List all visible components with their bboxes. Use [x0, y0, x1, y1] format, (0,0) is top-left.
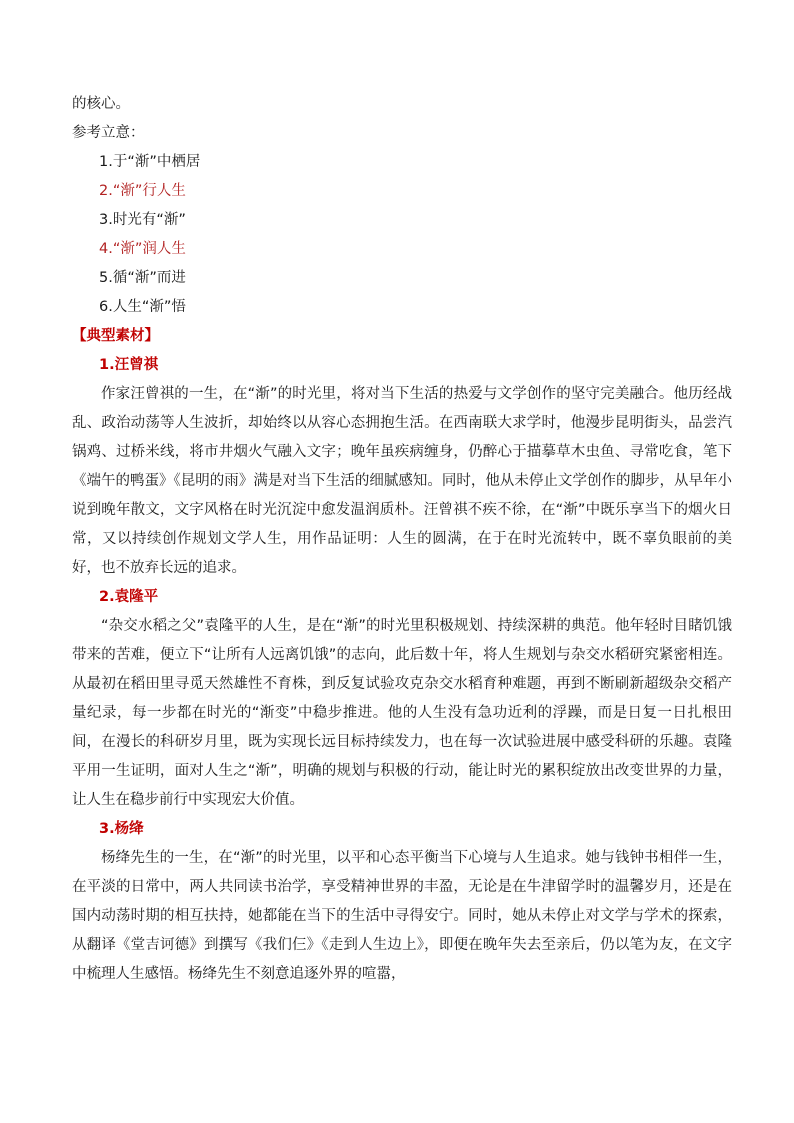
idea-item: 3.时光有“渐”: [99, 212, 186, 228]
idea-item: 2.“渐”行人生: [99, 183, 186, 199]
intro-tail: 的核心。: [72, 96, 130, 112]
material-heading: 3.杨绛: [99, 821, 144, 837]
idea-item: 4.“渐”润人生: [99, 241, 186, 257]
document-page: [72, 90, 732, 989]
material-body: “杂交水稻之父”袁隆平的人生，是在“渐”的时光里积极规划、持续深耕的典范。他年轻时目睹饥饿带来的苦难，便立下“让所有人远离饥饿”的志向，此后数十年，将人生规划与杂交水稻研究紧密相连。从最初在稻田里寻觅天然雄性不育株，到反复试验攻克杂交水稻育种难题，再到不断刷新超级杂交稻产量纪录，每一步都在时光的“渐变”中稳步推进。他的人生没有急功近利的浮躁，而是日复一日扎根田间，在漫长的科研岁月里，既为实现长远目标持续发力，也在每一次试验进展中感受科研的乐趣。袁隆平用一生证明，面对人生之“渐”，明确的规划与积极的行动，能让时光的累积绽放出改变世界的力量，让人生在稳步前行中实现宏大价值。: [72, 618, 732, 808]
ideas-list: [72, 148, 732, 322]
material-body: 作家汪曾祺的一生，在“渐”的时光里，将对当下生活的热爱与文学创作的坚守完美融合。他历经战乱、政治动荡等人生波折，却始终以从容心态拥抱生活。在西南联大求学时，他漫步昆明街头，品尝汽锅鸡、过桥米线，将市井烟火气融入文字；晚年虽疾病缠身，仍醉心于描摹草木虫鱼、寻常吃食，笔下《端午的鸭蛋》《昆明的雨》满是对当下生活的细腻感知。同时，他从未停止文学创作的脚步，从早年小说到晚年散文，文字风格在时光沉淀中愈发温润质朴。汪曾祺不疾不徐，在“渐”中既乐享当下的烟火日常，又以持续创作规划文学人生，用作品证明：人生的圆满，在于在时光流转中，既不辜负眼前的美好，也不放弃长远的追求。: [72, 386, 732, 576]
ideas-label: 参考立意：: [72, 125, 145, 141]
idea-item: 6.人生“渐”悟: [99, 299, 186, 315]
material-wang: [72, 351, 732, 583]
material-body: 杨绛先生的一生，在“渐”的时光里，以平和心态平衡当下心境与人生追求。她与钱钟书相伴一生，在平淡的日常中，两人共同读书治学，享受精神世界的丰盈，无论是在牛津留学时的温馨岁月，还是在国内动荡时期的相互扶持，她都能在当下的生活中寻得安宁。同时，她从未停止对文学与学术的探索，从翻译《堂吉诃德》到撰写《我们仨》《走到人生边上》，即便在晚年失去至亲后，仍以笔为友，在文字中梳理人生感悟。杨绛先生不刻意追逐外界的喧嚣，: [72, 850, 732, 982]
material-heading: 1.汪曾祺: [99, 357, 159, 373]
section-title: 【典型素材】: [72, 328, 159, 344]
idea-item: 5.循“渐”而进: [99, 270, 186, 286]
idea-item: 1.于“渐”中栖居: [99, 154, 201, 170]
material-yuan: [72, 583, 732, 815]
material-yang: [72, 815, 732, 989]
material-heading: 2.袁隆平: [99, 589, 159, 605]
